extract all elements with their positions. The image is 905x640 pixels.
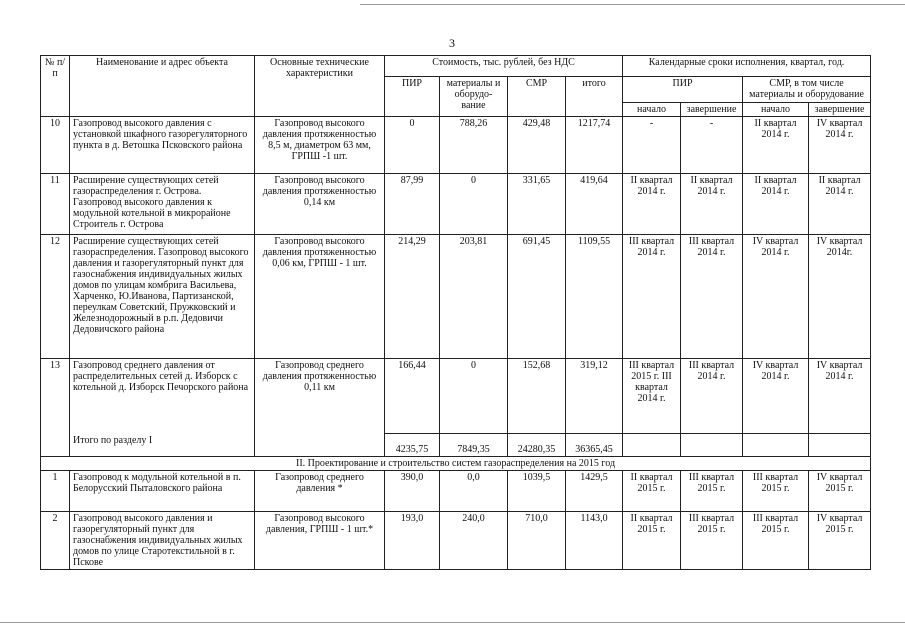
row-num: 2: [41, 512, 70, 570]
col-header-smr: СМР: [508, 77, 566, 117]
scan-edge-bottom: [0, 622, 905, 623]
row-num: 12: [41, 235, 70, 359]
row-pir: 214,29: [385, 235, 440, 359]
row-total: 319,12: [566, 359, 623, 434]
table-row: [41, 359, 871, 434]
row-smr-start: II квартал 2014 г.: [743, 117, 809, 174]
row-smr-start: II квартал 2014 г.: [743, 174, 809, 235]
row-pir-start: III квартал 2015 г. III квартал 2014 г.: [623, 359, 681, 434]
row-pir: 166,44: [385, 359, 440, 434]
row-pir: 87,99: [385, 174, 440, 235]
row-total: 1429,5: [566, 471, 623, 512]
row-pir-end: III квартал 2015 г.: [681, 471, 743, 512]
row-materials: 0: [440, 174, 508, 235]
row-pir: 193,0: [385, 512, 440, 570]
subtotal-materials: 7849,35: [440, 434, 508, 457]
subtotal-smr: 24280,35: [508, 434, 566, 457]
row-num: 10: [41, 117, 70, 174]
col-header-cal-pir: ПИР: [623, 77, 743, 103]
section-2-title: II. Проектирование и строительство систем газораспределения на 2015 год: [41, 457, 871, 471]
row-total: 1109,55: [566, 235, 623, 359]
row-total: 1143,0: [566, 512, 623, 570]
row-total: 419,64: [566, 174, 623, 235]
row-smr-end: II квартал 2014 г.: [809, 174, 871, 235]
row-name: Газопровод среднего давления от распределительных сетей д. Изборск с котельной д. Изборск Печорского района: [70, 359, 255, 434]
row-smr-start: IV квартал 2014 г.: [743, 359, 809, 434]
row-pir-end: III квартал 2014 г.: [681, 359, 743, 434]
row-materials: 240,0: [440, 512, 508, 570]
row-smr: 710,0: [508, 512, 566, 570]
row-pir-end: II квартал 2014 г.: [681, 174, 743, 235]
col-header-tech: Основные технические характеристики: [255, 56, 385, 117]
col-header-pir: ПИР: [385, 77, 440, 117]
row-smr: 691,45: [508, 235, 566, 359]
row-tech: Газопровод среднего давления *: [255, 471, 385, 512]
table-row: [41, 117, 871, 174]
col-header-end: завершение: [681, 103, 743, 117]
col-header-total: итого: [566, 77, 623, 117]
table-row: [41, 512, 871, 570]
objects-table: [40, 55, 871, 570]
row-num: 11: [41, 174, 70, 235]
row-name: Расширение существующих сетей газораспределения. Газопровод высокого давления и газорегуляторный пункт для газоснабжения индивидуальных жилых домов по улицам комбрига Васильева, Харченко, Ю.Иванова, Партизанской, переулкам Советский, Пружковский и Железнодорожный в р.п. Дедовичи Дедовичского района: [70, 235, 255, 359]
col-header-calendar-group: Календарные сроки исполнения, квартал, год.: [623, 56, 871, 77]
row-pir-start: -: [623, 117, 681, 174]
row-num: 1: [41, 471, 70, 512]
row-name: Газопровод высокого давления и газорегуляторный пункт для газоснабжения индивидуальных жилых домов по улице Старотекстильной в г. Пскове: [70, 512, 255, 570]
row-pir-start: III квартал 2014 г.: [623, 235, 681, 359]
row-smr-end: IV квартал 2014 г.: [809, 117, 871, 174]
subtotal-pir: 4235,75: [385, 434, 440, 457]
subtotal-total: 36365,45: [566, 434, 623, 457]
col-header-start: начало: [743, 103, 809, 117]
row-smr-end: IV квартал 2014г.: [809, 235, 871, 359]
row-materials: 203,81: [440, 235, 508, 359]
row-num: 13: [41, 359, 70, 434]
row-smr-end: IV квартал 2015 г.: [809, 471, 871, 512]
row-name: Газопровод к модульной котельной в п. Белорусский Пыталовского района: [70, 471, 255, 512]
table-row: [41, 235, 871, 359]
row-pir: 0: [385, 117, 440, 174]
row-name: Расширение существующих сетей газораспределения г. Острова. Газопровод высокого давления к модульной котельной в микрорайоне Строитель г. Острова: [70, 174, 255, 235]
row-smr: 1039,5: [508, 471, 566, 512]
row-name: Газопровод высокого давления с установкой шкафного газорегуляторного пункта в д. Ветошка Псковского района: [70, 117, 255, 174]
row-smr-start: IV квартал 2014 г.: [743, 235, 809, 359]
col-header-end: завершение: [809, 103, 871, 117]
row-pir-start: II квартал 2015 г.: [623, 512, 681, 570]
col-header-cost-group: Стоимость, тыс. рублей, без НДС: [385, 56, 623, 77]
row-materials: 788,26: [440, 117, 508, 174]
row-materials: 0,0: [440, 471, 508, 512]
row-smr: 331,65: [508, 174, 566, 235]
scan-edge-top: [360, 4, 905, 5]
col-header-name: Наименование и адрес объекта: [70, 56, 255, 117]
row-pir: 390,0: [385, 471, 440, 512]
row-smr-end: IV квартал 2015 г.: [809, 512, 871, 570]
col-header-cal-smr: СМР, в том числе материалы и оборудование: [743, 77, 871, 103]
row-smr: 152,68: [508, 359, 566, 434]
row-pir-end: III квартал 2015 г.: [681, 512, 743, 570]
row-tech: Газопровод среднего давления протяженностью 0,11 км: [255, 359, 385, 434]
page-number: 3: [449, 36, 455, 50]
row-pir-end: III квартал 2014 г.: [681, 235, 743, 359]
subtotal-label: Итого по разделу I: [70, 434, 255, 457]
row-pir-start: II квартал 2015 г.: [623, 471, 681, 512]
row-total: 1217,74: [566, 117, 623, 174]
col-header-num: № п/п: [41, 56, 70, 117]
row-smr: 429,48: [508, 117, 566, 174]
subtotal-row: [41, 434, 871, 457]
table-row: [41, 471, 871, 512]
row-tech: Газопровод высокого давления протяженностью 0,06 км, ГРПШ - 1 шт.: [255, 235, 385, 359]
row-tech: Газопровод высокого давления протяженностью 8,5 м, диаметром 63 мм, ГРПШ -1 шт.: [255, 117, 385, 174]
col-header-materials: материалы и оборудо-вание: [440, 77, 508, 117]
table-row: [41, 174, 871, 235]
col-header-start: начало: [623, 103, 681, 117]
row-smr-start: III квартал 2015 г.: [743, 471, 809, 512]
section-title-row: [41, 457, 871, 471]
row-tech: Газопровод высокого давления, ГРПШ - 1 шт.*: [255, 512, 385, 570]
row-smr-end: IV квартал 2014 г.: [809, 359, 871, 434]
row-smr-start: III квартал 2015 г.: [743, 512, 809, 570]
row-pir-start: II квартал 2014 г.: [623, 174, 681, 235]
row-pir-end: -: [681, 117, 743, 174]
row-tech: Газопровод высокого давления протяженностью 0,14 км: [255, 174, 385, 235]
row-materials: 0: [440, 359, 508, 434]
